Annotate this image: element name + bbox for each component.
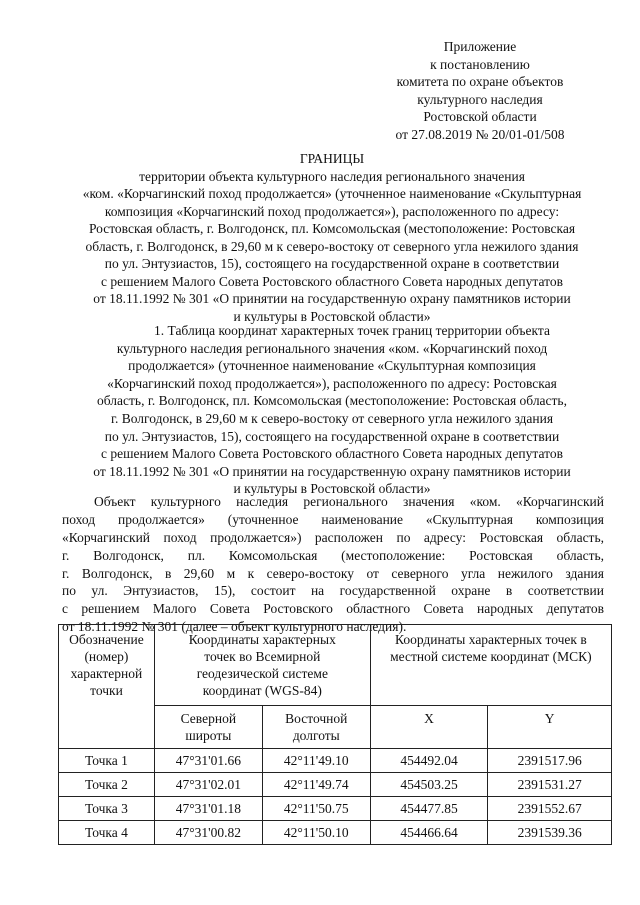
cell-east: 42°11'50.10 xyxy=(262,821,370,845)
table-row xyxy=(59,773,612,797)
cell-x: 454477.85 xyxy=(370,797,488,821)
section-line: область, г. Волгодонск, пл. Комсомольская (местоположение: Ростовская область, xyxy=(97,393,567,409)
subheader-north: Северной широты xyxy=(154,706,262,749)
cell-east: 42°11'50.75 xyxy=(262,797,370,821)
cell-point: Точка 4 xyxy=(59,821,155,845)
appendix-line: к постановлению xyxy=(430,56,530,72)
section-line: и культуры в Ростовской области» xyxy=(233,481,431,497)
title-line: с решением Малого Совета Ростовского областного Совета народных депутатов xyxy=(101,273,563,289)
section-line: «Корчагинский поход продолжается»), расположенного по адресу: Ростовская xyxy=(107,375,557,391)
title-line: по ул. Энтузиастов, 15), состоящего на государственной охране в соответствии xyxy=(104,256,560,271)
cell-x: 454503.25 xyxy=(370,773,488,797)
title-line: и культуры в Ростовской области» xyxy=(233,308,431,324)
cell-north: 47°31'02.01 xyxy=(154,773,262,797)
cell-y: 2391517.96 xyxy=(488,749,612,773)
table-row xyxy=(59,821,612,845)
cell-north: 47°31'01.18 xyxy=(154,797,262,821)
title-line: от 18.11.1992 № 301 «О принятии на государственную охрану памятников истории xyxy=(93,291,571,306)
paragraph-line: «Корчагинский поход продолжается») расположен по адресу: Ростовская область, xyxy=(62,529,604,545)
appendix-line: Приложение xyxy=(443,39,517,54)
header-wgs: Координаты характерных точек во Всемирной геодезической системе координат (WGS-84) xyxy=(154,625,370,706)
appendix-line: от 27.08.2019 № 20/01-01/508 xyxy=(395,126,565,142)
title-line: территории объекта культурного наследия регионального значения xyxy=(139,168,525,184)
section-heading xyxy=(52,322,612,498)
section-line: культурного наследия регионального значения «ком. «Корчагинский поход xyxy=(116,340,548,356)
paragraph-line: от 18.11.1992 № 301 (далее – объект культурного наследия). xyxy=(62,619,407,635)
header-point: Обозначение (номер) характерной точки xyxy=(59,625,155,749)
section-line: с решением Малого Совета Ростовского областного Совета народных депутатов xyxy=(101,446,563,462)
paragraph-line: по ул. Энтузиастов, 15), состоит на государственной охране в соответствии xyxy=(62,583,604,599)
appendix-line: Ростовской области xyxy=(423,109,537,124)
body-paragraph xyxy=(62,493,604,636)
section-line: по ул. Энтузиастов, 15), состоящего на государственной охране в соответствии xyxy=(104,428,560,444)
cell-north: 47°31'01.66 xyxy=(154,749,262,773)
appendix-line: комитета по охране объектов xyxy=(396,74,564,89)
section-line: г. Волгодонск, в 29,60 м к северо-востоку от северного угла нежилого здания xyxy=(110,410,554,426)
paragraph-line: Объект культурного наследия регионального значения «ком. «Корчагинский xyxy=(94,494,604,509)
paragraph-line: с решением Малого Совета Ростовского областного Совета народных депутатов xyxy=(62,601,604,617)
section-line: от 18.11.1992 № 301 «О принятии на государственную охрану памятников истории xyxy=(93,463,571,479)
subheader-y: Y xyxy=(488,706,612,749)
table-row xyxy=(59,797,612,821)
cell-x: 454466.64 xyxy=(370,821,488,845)
section-line: продолжается» (уточненное наименование «Скульптурная композиция xyxy=(128,358,536,374)
coordinates-table xyxy=(58,624,612,845)
subheader-east: Восточной долготы xyxy=(262,706,370,749)
cell-x: 454492.04 xyxy=(370,749,488,773)
title-line: область, г. Волгодонск, в 29,60 м к северо-востоку от северного угла нежилого здания xyxy=(85,238,579,254)
document-title xyxy=(52,150,612,325)
appendix-header xyxy=(370,38,590,143)
paragraph-line: г. Волгодонск, в 29,60 м к северо-востоку от северного угла нежилого здания xyxy=(62,565,604,581)
paragraph-line: поход продолжается» (уточненное наименование «Скульптурная композиция xyxy=(62,511,604,527)
table-header-row xyxy=(59,625,612,706)
cell-y: 2391531.27 xyxy=(488,773,612,797)
section-line: 1. Таблица координат характерных точек границ территории объекта xyxy=(154,323,550,338)
paragraph-line: г. Волгодонск, пл. Комсомольская (местоположение: Ростовская область, xyxy=(62,547,604,563)
cell-point: Точка 3 xyxy=(59,797,155,821)
table-row xyxy=(59,749,612,773)
cell-y: 2391539.36 xyxy=(488,821,612,845)
cell-point: Точка 1 xyxy=(59,749,155,773)
title-heading: ГРАНИЦЫ xyxy=(299,151,365,166)
subheader-x: X xyxy=(370,706,488,749)
cell-point: Точка 2 xyxy=(59,773,155,797)
title-line: композиция «Корчагинский поход продолжается»), расположенного по адресу: xyxy=(104,203,560,219)
cell-east: 42°11'49.10 xyxy=(262,749,370,773)
header-msk: Координаты характерных точек в местной системе координат (МСК) xyxy=(370,625,611,706)
cell-north: 47°31'00.82 xyxy=(154,821,262,845)
appendix-line: культурного наследия xyxy=(417,91,543,107)
cell-y: 2391552.67 xyxy=(488,797,612,821)
title-line: «ком. «Корчагинский поход продолжается» (уточненное наименование «Скульптурная xyxy=(82,186,582,201)
cell-east: 42°11'49.74 xyxy=(262,773,370,797)
title-line: Ростовская область, г. Волгодонск, пл. Комсомольская (местоположение: Ростовская xyxy=(88,221,576,236)
